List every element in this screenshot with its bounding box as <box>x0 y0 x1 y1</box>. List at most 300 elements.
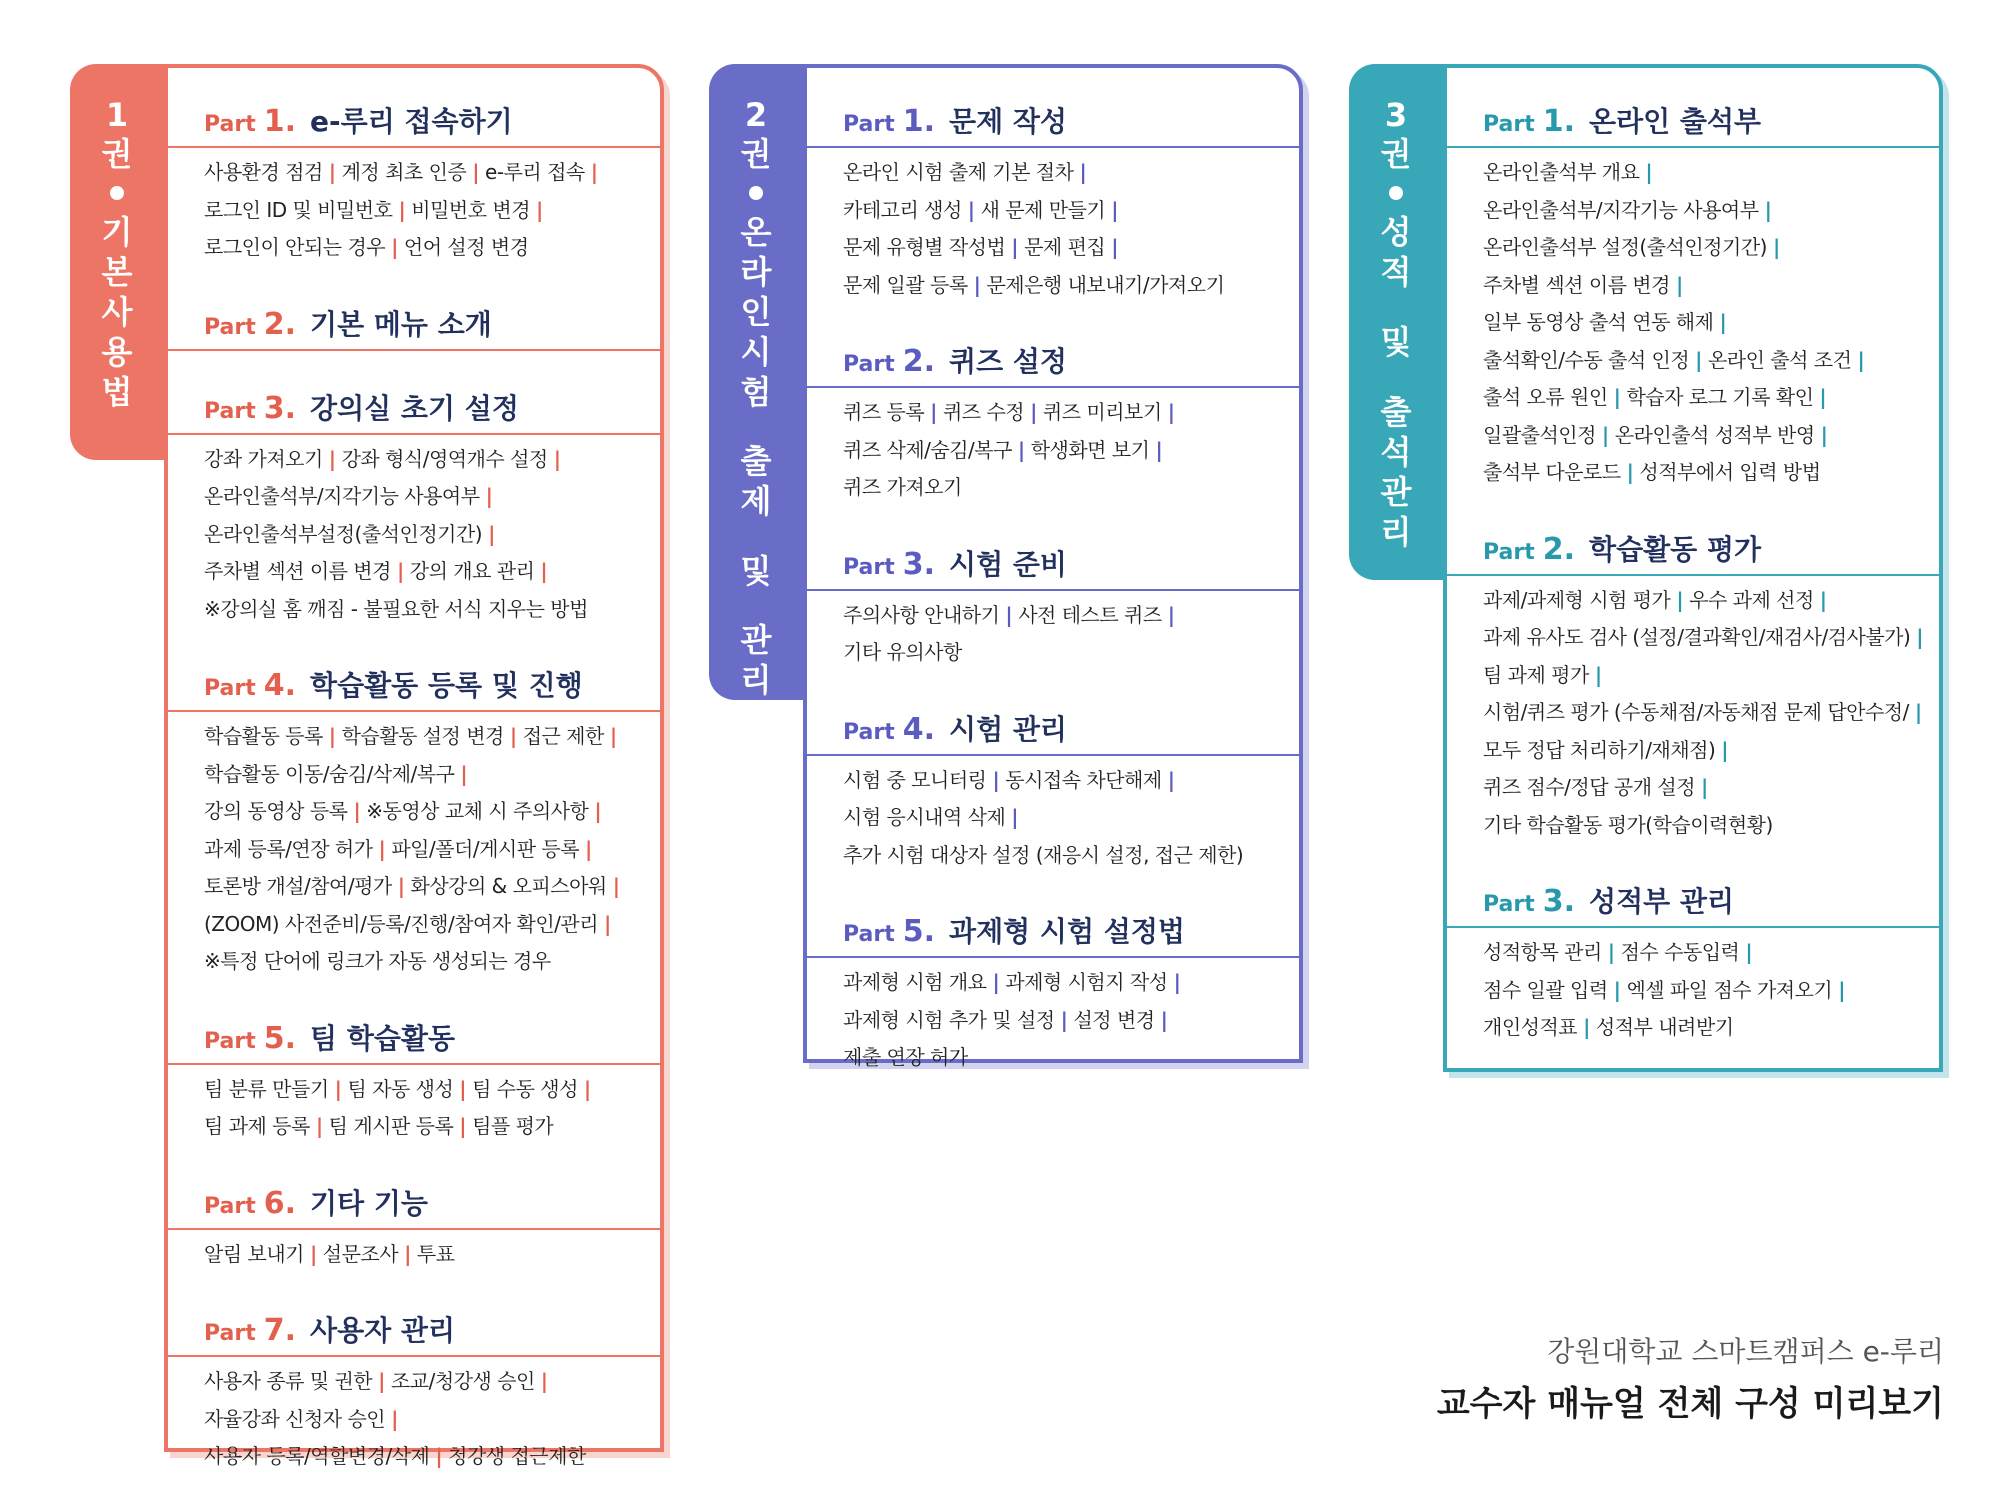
part-heading <box>1447 100 1939 148</box>
part-topics <box>168 148 660 267</box>
separator: | <box>1838 977 1846 1002</box>
topic-item: 화상강의 & 오피스아워 <box>410 874 607 898</box>
topic-line <box>204 868 660 906</box>
part-heading <box>1447 880 1939 928</box>
tab-character: 권 <box>1380 135 1412 173</box>
separator: | <box>1772 235 1780 259</box>
part-section <box>168 1017 660 1146</box>
part-title: 시험 준비 <box>949 547 1067 581</box>
part-label: Part <box>204 398 256 424</box>
part-section <box>168 303 660 351</box>
part-heading <box>168 387 660 435</box>
topic-line <box>1483 192 1939 230</box>
topic-item: 퀴즈 삭제/숨김/복구 <box>843 437 1012 462</box>
topic-item: 기타 유의사항 <box>843 640 962 664</box>
part-number: 7. <box>263 1313 297 1348</box>
topic-line <box>843 267 1299 305</box>
part-number: 6. <box>263 1185 297 1221</box>
topic-item: 강좌 형식/영역개수 설정 <box>341 446 548 471</box>
separator: | <box>485 484 493 508</box>
topic-item: 퀴즈 점수/정답 공개 설정 <box>1483 775 1696 799</box>
topic-item: ※특정 단어에 링크가 자동 생성되는 경우 <box>204 949 551 973</box>
topic-item: 계정 최초 인증 <box>341 160 467 184</box>
separator: | <box>1005 602 1013 627</box>
topic-item: 과제형 시험 추가 및 설정 <box>843 1007 1055 1032</box>
tab-character: 시 <box>740 332 772 371</box>
part-heading <box>807 708 1299 756</box>
topic-line <box>1483 657 1939 695</box>
part-title: 사용자 관리 <box>310 1314 456 1347</box>
separator: | <box>1819 385 1827 409</box>
separator: | <box>973 272 981 297</box>
topic-item: 사용자 등록/역할변경/삭제 <box>204 1444 430 1468</box>
separator: | <box>391 235 398 259</box>
part-heading <box>168 1309 660 1357</box>
tab-character: 인 <box>740 292 772 331</box>
topic-item: 점수 수동입력 <box>1620 940 1740 964</box>
part-section <box>1447 100 1939 492</box>
topic-item: 비밀번호 변경 <box>411 197 531 222</box>
topic-item: 팀 과제 등록 <box>204 1114 310 1138</box>
part-topics <box>1447 148 1939 492</box>
topic-item: e-루리 접속 <box>485 160 585 184</box>
topic-line <box>204 1236 660 1274</box>
topic-line <box>204 831 660 869</box>
topic-item: 로그인이 안되는 경우 <box>204 235 386 259</box>
topic-item: 퀴즈 미리보기 <box>1042 400 1162 424</box>
part-topics <box>1447 576 1939 845</box>
volume-2-tab <box>709 64 803 700</box>
topic-line <box>1483 694 1939 732</box>
topic-line <box>204 1071 660 1109</box>
separator: | <box>553 446 561 471</box>
separator: | <box>1167 602 1175 627</box>
topic-item: 우수 과제 선정 <box>1689 587 1814 612</box>
topic-item: 과제형 시험 개요 <box>843 970 987 994</box>
part-section <box>807 708 1299 875</box>
topic-item: 학습활동 설정 변경 <box>341 724 504 748</box>
separator: | <box>1764 197 1772 222</box>
part-label: Part <box>204 1028 256 1054</box>
part-topics <box>1447 928 1939 1047</box>
topic-item: 알림 보내기 <box>204 1241 304 1266</box>
part-topics <box>168 1357 660 1476</box>
separator: | <box>1011 805 1019 829</box>
separator: | <box>435 1444 443 1468</box>
topic-item: 투표 <box>416 1241 455 1266</box>
topic-item: 온라인출석부 개요 <box>1483 160 1640 184</box>
separator: | <box>315 1114 323 1138</box>
separator: | <box>1167 400 1175 424</box>
separator: | <box>1914 700 1922 724</box>
topic-item: 문제은행 내보내기/가져오기 <box>986 272 1225 297</box>
part-label: Part <box>843 554 895 580</box>
part-number: 5. <box>263 1020 297 1056</box>
part-heading <box>168 100 660 148</box>
tab-dot <box>1389 186 1403 200</box>
part-heading <box>168 303 660 351</box>
part-topics <box>168 712 660 981</box>
separator: | <box>583 1076 591 1101</box>
topic-line <box>1483 582 1939 620</box>
tab-character: 사 <box>101 293 133 331</box>
separator: | <box>1060 1007 1068 1032</box>
separator: | <box>1613 977 1621 1002</box>
part-topics <box>807 148 1299 304</box>
part-section <box>1447 528 1939 845</box>
topic-line <box>843 1002 1299 1040</box>
separator: | <box>398 197 406 222</box>
topic-line <box>843 229 1299 267</box>
separator: | <box>459 1114 467 1138</box>
tab-character: 관 <box>740 621 772 659</box>
topic-item: 주의사항 안내하기 <box>843 602 1000 627</box>
separator: | <box>328 724 336 748</box>
topic-item: 팀 과제 평가 <box>1483 662 1589 687</box>
topic-item: 접근 제한 <box>522 724 604 748</box>
topic-line <box>843 469 1299 507</box>
part-topics <box>168 435 660 629</box>
volume-2-panel <box>803 64 1303 1069</box>
separator: | <box>930 400 937 424</box>
part-title: 온라인 출석부 <box>1589 105 1762 138</box>
separator: | <box>992 970 1000 994</box>
part-heading <box>807 100 1299 148</box>
topic-line <box>1483 934 1939 972</box>
topic-item: 언어 설정 변경 <box>403 235 529 259</box>
topic-item: 학습활동 이동/숨김/삭제/복구 <box>204 761 455 786</box>
topic-line <box>204 943 660 981</box>
topic-line <box>204 591 660 629</box>
tab-character: 본 <box>101 253 133 291</box>
topic-item: (ZOOM) 사전준비/등록/진행/참여자 확인/관리 <box>204 911 599 936</box>
topic-item: 카테고리 생성 <box>843 197 962 222</box>
topic-item: 온라인출석부/지각기능 사용여부 <box>1483 197 1759 222</box>
part-title: 팀 학습활동 <box>310 1021 456 1055</box>
tab-character: 법 <box>101 373 133 411</box>
topic-item: 성적항목 관리 <box>1483 940 1602 964</box>
separator: | <box>1017 437 1025 462</box>
topic-item: 팀 게시판 등록 <box>328 1114 454 1138</box>
part-label: Part <box>843 719 895 745</box>
topic-line <box>1483 1009 1939 1047</box>
separator: | <box>1676 587 1684 612</box>
topic-item: 학습활동 등록 <box>204 724 323 748</box>
tab-character: 리 <box>1380 513 1412 551</box>
topic-line <box>1483 417 1939 455</box>
topic-line <box>1483 769 1939 807</box>
topic-item: 팀 자동 생성 <box>347 1076 454 1101</box>
tab-character: 석 <box>1380 433 1412 471</box>
topic-line <box>843 837 1299 875</box>
separator: | <box>967 197 975 222</box>
tab-character: 관 <box>1380 473 1412 511</box>
separator: | <box>1675 272 1683 297</box>
topic-item: 문제 유형별 작성법 <box>843 235 1006 259</box>
topic-item: 온라인 출석 조건 <box>1707 347 1852 372</box>
topic-line <box>204 756 660 794</box>
part-label: Part <box>204 1193 256 1219</box>
tab-character: 및 <box>740 551 772 590</box>
topic-line <box>843 799 1299 837</box>
volume-3-panel <box>1443 64 1943 1072</box>
part-heading <box>168 1182 660 1230</box>
topic-item: 로그인 ID 및 비밀번호 <box>204 197 393 222</box>
part-label: Part <box>1483 112 1535 137</box>
topic-line <box>1483 972 1939 1010</box>
separator: | <box>1079 160 1087 184</box>
separator: | <box>1155 437 1163 462</box>
topic-line <box>204 1401 660 1439</box>
separator: | <box>585 836 592 861</box>
separator: | <box>1916 625 1924 649</box>
separator: | <box>1111 197 1119 222</box>
separator: | <box>459 1076 467 1101</box>
part-title: 퀴즈 설정 <box>949 345 1067 378</box>
topic-item: 파일/폴더/게시판 등록 <box>391 836 580 861</box>
topic-item: 과제 등록/연장 허가 <box>204 836 373 861</box>
separator: | <box>540 1369 548 1393</box>
topic-line <box>1483 304 1939 342</box>
tab-character: 적 <box>1380 253 1412 291</box>
part-number: 2. <box>263 306 297 342</box>
topic-item: 토론방 개설/참여/평가 <box>204 874 392 898</box>
part-title: 강의실 초기 설정 <box>310 391 519 425</box>
separator: | <box>1745 940 1753 964</box>
footer-title: 교수자 매뉴얼 전체 구성 미리보기 <box>1436 1384 1944 1424</box>
separator: | <box>328 446 336 471</box>
topic-line <box>204 192 660 230</box>
topic-item: 제출 연장 허가 <box>843 1045 968 1069</box>
separator: | <box>396 559 404 583</box>
topic-item: 시험/퀴즈 평가 (수동채점/자동채점 문제 답안수정/ <box>1483 700 1909 724</box>
volume-number: 2 <box>744 96 768 134</box>
part-label: Part <box>204 112 256 137</box>
part-section <box>807 340 1299 507</box>
part-number: 3. <box>1542 884 1576 919</box>
separator: | <box>334 1076 342 1101</box>
separator: | <box>509 724 517 748</box>
topic-item: 팀플 평가 <box>472 1114 554 1138</box>
tab-character: 온 <box>740 212 772 251</box>
volume-number: 1 <box>105 96 129 134</box>
topic-item: 문제 일괄 등록 <box>843 272 968 297</box>
topic-line <box>1483 379 1939 417</box>
topic-item: 과제 유사도 검사 (설정/결과확인/재검사/검사불가) <box>1483 625 1911 649</box>
volume-1-tab <box>70 64 164 460</box>
part-label: Part <box>843 922 895 947</box>
tab-character: 출 <box>1380 393 1412 431</box>
topic-item: 강좌 가져오기 <box>204 446 323 471</box>
topic-line <box>1483 267 1939 305</box>
separator: | <box>1820 422 1828 447</box>
separator: | <box>353 799 361 823</box>
separator: | <box>404 1241 411 1266</box>
part-section <box>1447 880 1939 1047</box>
topic-item: 주차별 섹션 이름 변경 <box>1483 272 1670 297</box>
topic-item: 일괄출석인정 <box>1483 422 1596 447</box>
tab-character: 리 <box>740 661 772 699</box>
part-title: 성적부 관리 <box>1589 885 1735 918</box>
topic-item: 출석확인/수동 출석 인정 <box>1483 347 1690 372</box>
part-number: 1. <box>902 104 936 139</box>
topic-line <box>1483 229 1939 267</box>
topic-line <box>1483 619 1939 657</box>
separator: | <box>1583 1015 1590 1039</box>
separator: | <box>590 160 598 184</box>
topic-line <box>843 762 1299 800</box>
topic-item: 온라인 시험 출제 기본 절차 <box>843 160 1074 184</box>
topic-item: 팀 분류 만들기 <box>204 1076 329 1101</box>
volume-1-panel <box>164 64 664 1468</box>
tab-character: 권 <box>740 135 772 173</box>
separator: | <box>1011 235 1019 259</box>
part-section <box>807 910 1299 1077</box>
part-heading <box>1447 528 1939 576</box>
separator: | <box>540 559 548 583</box>
separator: | <box>536 197 543 222</box>
topic-line <box>204 1108 660 1146</box>
topic-item: 동시접속 차단해제 <box>1005 767 1162 792</box>
topic-item: 과제형 시험지 작성 <box>1005 970 1168 994</box>
topic-line <box>1483 154 1939 192</box>
part-title: 기타 기능 <box>310 1186 428 1220</box>
topic-line <box>843 394 1299 432</box>
part-title: e-루리 접속하기 <box>310 105 513 138</box>
topic-item: 새 문제 만들기 <box>980 197 1106 222</box>
topic-item: 온라인출석부/지각기능 사용여부 <box>204 484 480 508</box>
topic-item: 성적부에서 입력 방법 <box>1639 460 1821 484</box>
topic-item: 출석부 다운로드 <box>1483 460 1621 484</box>
topic-line <box>1483 454 1939 492</box>
topic-item: 자율강좌 신청자 승인 <box>204 1406 386 1431</box>
part-section <box>168 1182 660 1274</box>
separator: | <box>1701 775 1708 799</box>
tab-character: 출 <box>740 442 772 481</box>
footer-subtitle: 강원대학교 스마트캠퍼스 e-루리 <box>1547 1335 1944 1368</box>
topic-item: 설문조사 <box>322 1241 399 1266</box>
topic-item: 시험 중 모니터링 <box>843 767 987 792</box>
topic-item: 퀴즈 등록 <box>843 400 925 424</box>
part-heading <box>168 664 660 712</box>
topic-line <box>1483 807 1939 845</box>
topic-item: 팀 수동 생성 <box>472 1076 578 1101</box>
topic-line <box>204 154 660 192</box>
topic-item: 온라인출석 성적부 반영 <box>1614 422 1815 447</box>
separator: | <box>309 1241 317 1266</box>
volume-number: 3 <box>1384 96 1408 134</box>
part-label: Part <box>1483 539 1535 565</box>
tab-character: 성 <box>1380 213 1412 251</box>
topic-line <box>204 229 660 267</box>
topic-item: 조교/청강생 승인 <box>390 1369 535 1393</box>
topic-item: ※동영상 교체 시 주의사항 <box>366 799 589 823</box>
topic-line <box>1483 732 1939 770</box>
topic-item: 일부 동영상 출석 연동 해제 <box>1483 310 1714 334</box>
separator: | <box>397 874 405 898</box>
topic-item: 문제 편집 <box>1024 235 1106 259</box>
separator: | <box>1857 347 1865 372</box>
separator: | <box>488 521 495 546</box>
topic-item: ※강의실 홈 깨짐 - 불필요한 서식 지우는 방법 <box>204 596 588 621</box>
part-title: 학습활동 등록 및 진행 <box>310 669 583 702</box>
part-label: Part <box>843 352 895 377</box>
part-section <box>168 387 660 629</box>
part-label: Part <box>204 314 256 340</box>
topic-item: 엑셀 파일 점수 가져오기 <box>1626 977 1833 1002</box>
topic-line <box>843 192 1299 230</box>
topic-line <box>843 634 1299 672</box>
part-number: 4. <box>263 668 297 703</box>
part-heading <box>168 1017 660 1065</box>
separator: | <box>609 724 617 748</box>
separator: | <box>1173 970 1181 994</box>
topic-item: 학생화면 보기 <box>1030 437 1150 462</box>
separator: | <box>612 874 620 898</box>
part-number: 4. <box>902 711 936 747</box>
topic-item: 퀴즈 가져오기 <box>843 475 962 499</box>
topic-line <box>843 432 1299 470</box>
topic-line <box>843 964 1299 1002</box>
topic-line <box>204 1438 660 1476</box>
part-heading <box>807 910 1299 958</box>
separator: | <box>1721 737 1729 762</box>
topic-line <box>204 1363 660 1401</box>
topic-item: 출석 오류 원인 <box>1483 385 1608 409</box>
topic-item: 사용자 종류 및 권한 <box>204 1369 373 1393</box>
topic-item: 청강생 접근제한 <box>448 1444 586 1468</box>
separator: | <box>1613 385 1621 409</box>
separator: | <box>1167 767 1175 792</box>
tab-character: 기 <box>101 213 133 251</box>
topic-line <box>204 793 660 831</box>
part-section <box>168 100 660 267</box>
separator: | <box>460 761 468 786</box>
tab-character: 제 <box>740 482 772 521</box>
topic-line <box>204 441 660 479</box>
topic-item: 설정 변경 <box>1073 1007 1155 1032</box>
topic-line <box>204 553 660 591</box>
part-number: 2. <box>1542 531 1576 567</box>
part-topics <box>807 958 1299 1077</box>
part-heading <box>807 543 1299 591</box>
separator: | <box>378 836 386 861</box>
topic-item: 사전 테스트 퀴즈 <box>1018 602 1162 627</box>
separator: | <box>992 767 1000 792</box>
separator: | <box>1819 587 1827 612</box>
topic-item: 강의 동영상 등록 <box>204 799 348 823</box>
footer <box>1437 1330 1944 1425</box>
topic-line <box>843 597 1299 635</box>
separator: | <box>604 911 611 936</box>
topic-item: 추가 시험 대상자 설정 (재응시 설정, 접근 제한) <box>843 842 1244 867</box>
topic-line <box>204 718 660 756</box>
separator: | <box>391 1406 398 1431</box>
part-title: 과제형 시험 설정법 <box>949 915 1185 948</box>
topic-line <box>204 478 660 516</box>
separator: | <box>594 799 602 823</box>
part-section <box>168 664 660 981</box>
separator: | <box>1607 940 1615 964</box>
separator: | <box>1030 400 1037 424</box>
part-title: 학습활동 평가 <box>1589 532 1762 566</box>
part-section <box>168 1309 660 1476</box>
separator: | <box>1626 460 1634 484</box>
topic-item: 온라인출석부설정(출석인정기간) <box>204 521 483 546</box>
tab-character: 및 <box>1380 323 1412 361</box>
part-topics <box>807 591 1299 672</box>
tab-character: 용 <box>101 333 133 371</box>
